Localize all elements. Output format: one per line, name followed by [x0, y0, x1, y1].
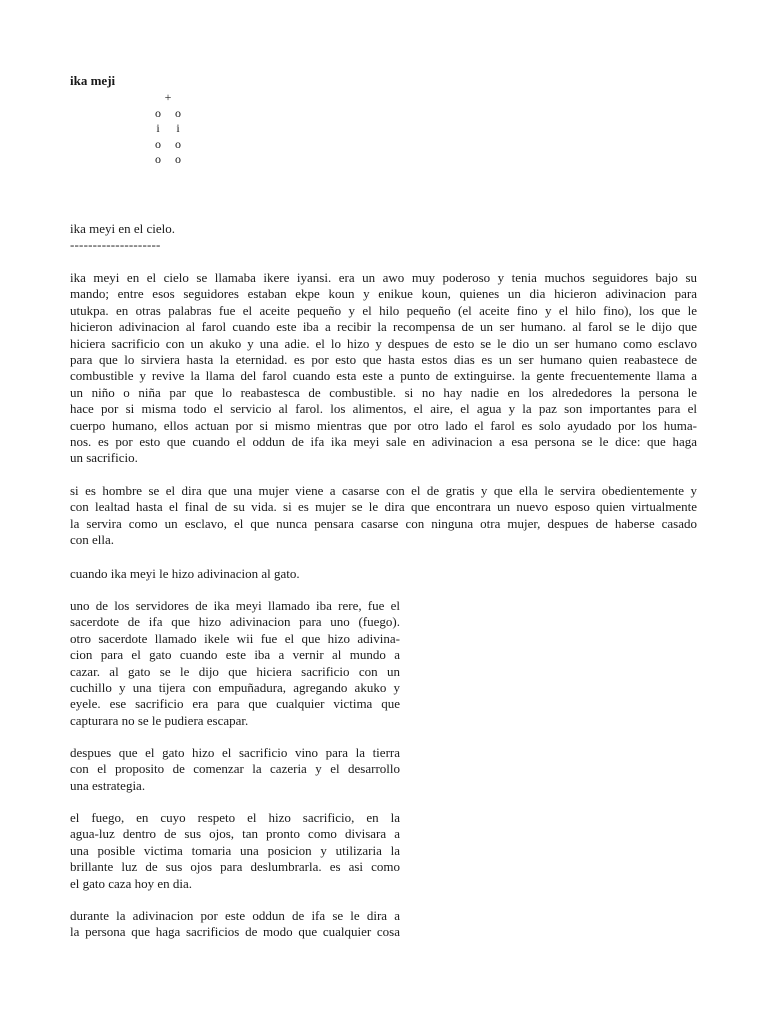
sign-top	[138, 90, 198, 106]
text-line: el fuego, en cuyo respeto el hizo sacrificio, en la	[70, 810, 400, 825]
sign-mark: o	[155, 136, 161, 151]
text-line: si es hombre se el dira que una mujer viene a casarse con el de gratis y que ella le servira obedientemente y	[70, 483, 697, 498]
sign-mark: o	[175, 136, 181, 151]
text-line: con el proposito de comenzar la cazeria y el desarrollo	[70, 761, 400, 777]
section-heading: ika meyi en el cielo.	[70, 221, 176, 236]
text-line: con ella.	[70, 532, 115, 548]
text-line: la servira como un esclavo, el que nunca pensara casarse con ninguna otra mujer, despues de haberse casado	[70, 515, 697, 531]
text-line: hiciera sacrificio con un akuko y una adie. el lo hizo y despues de esto se le dio un ser humano como esclavo	[70, 335, 697, 351]
oddun-sign	[138, 90, 198, 168]
paragraph-iba-rere	[70, 598, 400, 729]
text-line: otro sacerdote llamado ikele wii fue el que hizo adivina-	[70, 630, 400, 646]
text-line: para que lo sirviera hasta la eternidad. es por esto que hasta estos dias es un ser humano quien reabastece de	[70, 352, 697, 368]
document-title: ika meji	[70, 73, 116, 88]
text-line: cuerpo humano, ellos actuan por si mismo mientras que por otro lado el farol es solo ayudado por los huma-	[70, 417, 697, 433]
sign-mark: i	[176, 121, 180, 135]
text-line: combustible y revive la llama del farol cuando esta este a punto de extinguirse. la gente frecuentemente llama a	[70, 368, 697, 384]
text-line: agua-luz dentro de sus ojos, tan pronto como divisara a	[70, 826, 400, 842]
text-line: hace por si misma todo el servicio al farol. los alimentos, el aire, el agua y la paz son importantes para el	[70, 401, 697, 417]
text-line: durante la adivinacion por este oddun de ifa se le dira a	[70, 908, 400, 923]
text-line: uno de los servidores de ika meyi llamado iba rere, fue el	[70, 598, 400, 613]
paragraph-hombre-mujer	[70, 483, 697, 549]
sign-mark: o	[175, 105, 181, 120]
text-line: una estrategia.	[70, 777, 146, 793]
text-line: brillante luz de sus ojos para deslumbrarla. es asi como	[70, 859, 400, 875]
text-line: sacerdote de ifa que hizo adivinacion para uno (fuego).	[70, 614, 400, 630]
paragraph-ika-meyi-cielo	[70, 270, 697, 467]
text-line: el gato caza hoy en dia.	[70, 875, 192, 891]
paragraph-gato-heading: cuando ika meyi le hizo adivinacion al gato.	[70, 566, 300, 581]
text-line: con lealtad hasta el final de su vida. si es mujer se le dira que encontrara un nuevo esposo quien virtualmente	[70, 499, 697, 515]
text-line: nos. es por esto que cuando el oddun de ifa ika meyi sale en adivinacion a esa persona se le dice: que haga	[70, 434, 697, 450]
sign-mark: o	[155, 152, 161, 166]
text-line: un niño o niña par que lo reabastesca de combustible. si no hay nadie en los alrededores la persona le	[70, 384, 697, 400]
sign-cross: +	[164, 90, 172, 104]
sign-mark: i	[156, 121, 160, 135]
text-line: una posible victima tomaria una posicion y utilizaria la	[70, 842, 400, 858]
separator-line: --------------------	[70, 237, 161, 252]
text-line: cion para el gato cuando este iba a vernir al mundo a	[70, 647, 400, 663]
text-line: mando; entre esos seguidores estaban ekpe koun y enikue koun, quienes un dia hicieron adivinacion para	[70, 286, 697, 302]
text-line: capturara no se le pudiera escapar.	[70, 712, 249, 728]
text-line: cazar. al gato se le dijo que hiciera sacrificio con un	[70, 663, 400, 679]
sign-row	[138, 121, 198, 137]
text-line: ika meyi en el cielo se llamaba ikere iyansi. era un awo muy poderoso y tenia muchos seguidores bajo su	[70, 270, 697, 285]
sign-row	[138, 137, 198, 153]
sign-row	[138, 106, 198, 122]
paragraph-durante-adivinacion	[70, 908, 400, 941]
text-line: utukpa. en otras palabras fue el aceite pequeño y el hilo pequeño (el aceite fino y el hilo fino), los que le	[70, 302, 697, 318]
text-line: cuchillo y una tijera con empuñadura, agregando akuko y	[70, 680, 400, 696]
sign-mark: o	[155, 105, 161, 120]
text-line: despues que el gato hizo el sacrificio vino para la tierra	[70, 745, 400, 760]
paragraph-el-fuego	[70, 810, 400, 892]
sign-mark: o	[175, 152, 181, 166]
text-line: un sacrificio.	[70, 450, 138, 466]
text-line: la persona que haga sacrificios de modo que cualquier cosa	[70, 924, 400, 940]
text-line: hicieron adivinacion al farol cuando este iba a recibir la recompensa de un ser humano. al farol se le dijo que	[70, 319, 697, 335]
text-line: eyele. ese sacrificio era para que cualquier victima que	[70, 696, 400, 712]
sign-row	[138, 152, 198, 168]
paragraph-despues-gato	[70, 745, 400, 794]
